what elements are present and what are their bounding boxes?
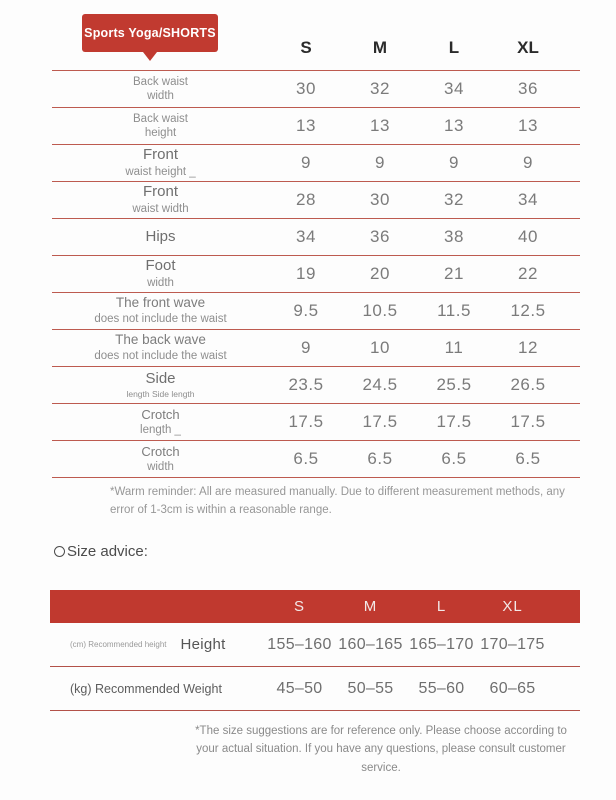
- cell-value: 32: [370, 79, 390, 98]
- cell-value: 165–170: [409, 635, 474, 653]
- cell-value: 13: [296, 116, 316, 135]
- cell-value: 34: [296, 227, 316, 246]
- row-sublabel: waist height _: [125, 166, 196, 179]
- cell-value: 6.5: [367, 449, 393, 468]
- column-header-l: L: [448, 38, 460, 57]
- warm-reminder-note: *Warm reminder: All are measured manually. Due to different measurement methods, any error of 1-3cm is within a reasonable range.: [110, 486, 565, 516]
- advice-column-s: S: [293, 598, 305, 615]
- cell-value: 10: [370, 338, 390, 357]
- cell-value: 11.5: [437, 301, 471, 320]
- cell-value: 30: [370, 190, 390, 209]
- cell-value: 160–165: [338, 635, 403, 653]
- cell-value: 55–60: [418, 679, 465, 697]
- cell-value: 13: [370, 116, 390, 135]
- table-row: [52, 367, 580, 404]
- cell-value: 23.5: [288, 375, 324, 394]
- cell-value: 34: [444, 79, 464, 98]
- table-row: [52, 182, 580, 219]
- table-row: [52, 256, 580, 293]
- size-advice-table: [50, 590, 580, 711]
- advice-column-m: M: [363, 598, 378, 615]
- row-label: Front: [142, 146, 178, 164]
- row-label: Crotch: [141, 443, 180, 459]
- column-header-xl: XL: [517, 38, 539, 57]
- measurements-table: [52, 26, 580, 478]
- row-sublabel: width: [147, 460, 174, 473]
- cell-value: 25.5: [436, 375, 472, 394]
- advice-table-header: [50, 590, 580, 623]
- size-suggestion-note: *The size suggestions are for reference only. Please choose according to your actual situation. If you have any questions, please consult customer service.: [195, 725, 567, 774]
- cell-value: 6.5: [441, 449, 467, 468]
- cell-value: 19: [296, 264, 316, 283]
- column-header-s: S: [300, 38, 312, 57]
- table-row: [52, 71, 580, 108]
- cell-value: 12.5: [510, 301, 546, 320]
- cell-value: 45–50: [276, 679, 323, 697]
- row-sublabel: length _: [140, 423, 181, 436]
- table-row: [52, 145, 580, 182]
- row-label: Foot: [145, 257, 176, 275]
- advice-column-xl: XL: [502, 598, 523, 615]
- table-row: [52, 108, 580, 145]
- cell-value: 170–175: [480, 635, 545, 653]
- size-advice-label: Size advice:: [67, 543, 148, 560]
- row-label: Height: [180, 636, 226, 653]
- row-label: Back waist: [133, 112, 188, 125]
- cell-value: 21: [444, 264, 464, 283]
- cell-value: 34: [518, 190, 538, 209]
- cell-value: 10.5: [362, 301, 398, 320]
- advice-column-l: L: [436, 598, 447, 615]
- table-row: [52, 293, 580, 330]
- cell-value: 17.5: [436, 412, 472, 431]
- cell-value: 36: [370, 227, 390, 246]
- row-sublabel: length Side length: [126, 389, 195, 400]
- row-sublabel: does not include the waist: [94, 313, 227, 326]
- column-header-m: M: [372, 38, 388, 57]
- cell-value: 36: [518, 79, 538, 98]
- row-label: Crotch: [141, 406, 180, 422]
- cell-value: 17.5: [288, 412, 324, 431]
- cell-value: 12: [518, 338, 538, 357]
- cell-value: 155–160: [267, 635, 332, 653]
- cell-value: 28: [296, 190, 316, 209]
- row-label: The back wave: [115, 332, 206, 348]
- cell-value: 9.5: [293, 301, 319, 320]
- cell-value: 9: [301, 153, 311, 172]
- cell-value: 32: [444, 190, 464, 209]
- row-sublabel: does not include the waist: [94, 350, 227, 363]
- cell-value: 13: [518, 116, 538, 135]
- cell-value: 26.5: [510, 375, 546, 394]
- cell-value: 13: [444, 116, 464, 135]
- row-sublabel: width: [147, 90, 174, 102]
- cell-value: 17.5: [362, 412, 398, 431]
- cell-value: 9: [449, 153, 459, 172]
- table-row: [52, 441, 580, 478]
- circle-icon: [54, 546, 65, 557]
- table-row: [52, 219, 580, 256]
- cell-value: 24.5: [362, 375, 398, 394]
- advice-row-height: [50, 623, 580, 667]
- advice-row-weight: [50, 667, 580, 711]
- row-label: Front: [142, 183, 178, 201]
- cell-value: 50–55: [347, 679, 394, 697]
- measurements-table-body: [52, 70, 580, 478]
- cell-value: 9: [301, 338, 311, 357]
- category-badge-label: Sports Yoga/SHORTS: [84, 26, 216, 40]
- row-label: Hips: [145, 227, 176, 245]
- row-label: (kg) Recommended Weight: [70, 681, 222, 696]
- cell-value: 9: [523, 153, 533, 172]
- size-advice-heading: [54, 543, 148, 560]
- row-label: Back waist: [133, 75, 188, 88]
- cell-value: 60–65: [489, 679, 536, 697]
- cell-value: 30: [296, 79, 316, 98]
- row-sublabel: waist width: [132, 203, 189, 216]
- table-row: [52, 330, 580, 367]
- table-row: [52, 404, 580, 441]
- cell-value: 9: [375, 153, 385, 172]
- row-sublabel: width: [147, 277, 174, 290]
- cell-value: 38: [444, 227, 464, 246]
- cell-value: 20: [370, 264, 390, 283]
- cell-value: 40: [518, 227, 538, 246]
- row-unit-label: (cm) Recommended height: [70, 640, 167, 649]
- measurements-table-header: [52, 26, 580, 70]
- cell-value: 6.5: [515, 449, 541, 468]
- row-label: The front wave: [115, 295, 206, 311]
- cell-value: 11: [444, 338, 464, 357]
- row-sublabel: height: [144, 127, 177, 139]
- cell-value: 22: [518, 264, 538, 283]
- row-label: Side: [145, 370, 176, 388]
- cell-value: 17.5: [510, 412, 546, 431]
- cell-value: 6.5: [293, 449, 319, 468]
